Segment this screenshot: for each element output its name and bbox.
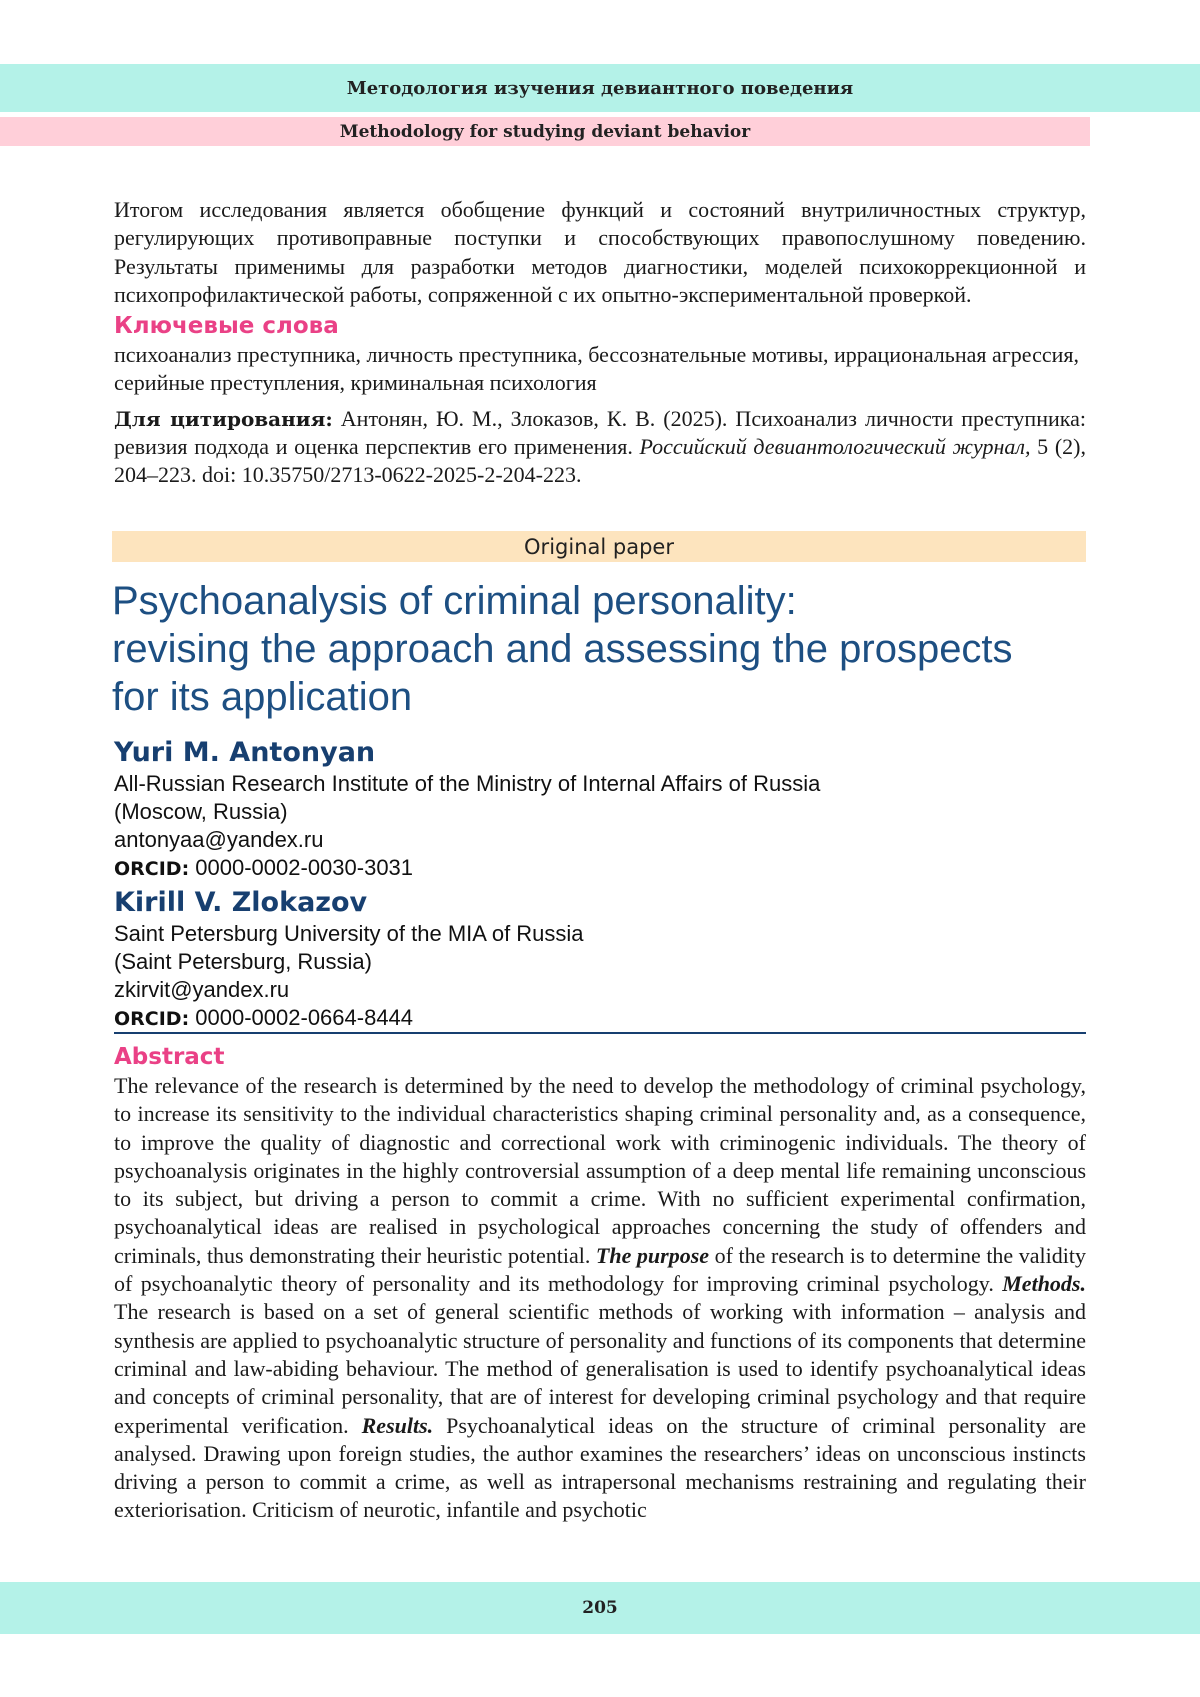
title-line-2: revising the approach and assessing the prospects bbox=[112, 627, 1013, 671]
citation-label: Для цитирования: bbox=[114, 406, 333, 431]
keywords-heading: Ключевые слова bbox=[114, 313, 339, 340]
methods-label: Methods. bbox=[1002, 1271, 1086, 1297]
page-number: 205 bbox=[582, 1598, 618, 1618]
title-line-1: Psychoanalysis of criminal personality: bbox=[112, 579, 797, 623]
author-orcid[interactable] bbox=[114, 854, 1086, 883]
keywords-list: психоанализ преступника, личность преступника, бессознательные мотивы, иррациональная агрессия, серийные преступления, криминальная психология bbox=[114, 342, 1080, 396]
author-orcid[interactable] bbox=[114, 1004, 1086, 1033]
page-footer bbox=[0, 1582, 1200, 1634]
abstract-section bbox=[114, 1042, 1086, 1525]
orcid-label: ORCID: bbox=[114, 858, 190, 880]
author-name: Kirill V. Zlokazov bbox=[114, 887, 368, 918]
abstract-part-3: The research is based on a set of general scientific methods of working with information – analysis and synthesis are applied to psychoanalytic structure of personality and functions of its components that determine criminal and law-abiding behaviour. The method of generalisation is used to identify psychoanalytical ideas and concepts of criminal personality, that are of interest for developing criminal psychology and that require experimental verification. bbox=[114, 1299, 1086, 1438]
journal-section-en: Methodology for studying deviant behavior bbox=[339, 121, 751, 142]
paper-type: Original paper bbox=[524, 534, 674, 559]
author-name: Yuri M. Antonyan bbox=[114, 737, 376, 768]
author-block-2 bbox=[114, 886, 1086, 1033]
abstract-text bbox=[114, 1072, 1086, 1525]
author-divider bbox=[114, 1032, 1086, 1034]
author-block-1 bbox=[114, 736, 1086, 883]
journal-section-ru: Методология изучения девиантного поведения bbox=[346, 77, 854, 99]
abstract-heading: Abstract bbox=[114, 1044, 225, 1070]
journal-section-band-en bbox=[0, 117, 1090, 146]
abstract-part-4: Psychoanalytical ideas on the structure of criminal personality are analysed. Drawing upon foreign studies, the author examines the researchers’ ideas on unconscious instincts driving a person to commit a crime, as well as intrapersonal mechanisms restraining and regulating their exteriorisation. Criticism of neurotic, infantile and psychotic bbox=[114, 1412, 1087, 1523]
paper-type-band bbox=[112, 531, 1086, 562]
title-line-3: for its application bbox=[112, 675, 413, 719]
author-location: (Saint Petersburg, Russia) bbox=[114, 949, 372, 974]
author-affiliation: All-Russian Research Institute of the Ministry of Internal Affairs of Russia bbox=[114, 771, 821, 796]
orcid-id: 0000-0002-0664-8444 bbox=[189, 1005, 414, 1030]
orcid-id: 0000-0002-0030-3031 bbox=[189, 855, 414, 880]
abstract-part-1: The relevance of the research is determined by the need to develop the methodology of criminal psychology, to increase its sensitivity to the individual characteristics shaping criminal personality and, as a consequence, to improve the quality of diagnostic and correctional work with criminogenic individuals. The theory of psychoanalysis originates in the highly controversial assumption of a deep mental life remaining unconscious to its subject, but driving a person to commit a crime. With no sufficient experimental confirmation, psychoanalytical ideas are realised in psychological approaches concerning the study of offenders and criminals, thus demonstrating their heuristic potential. bbox=[114, 1073, 1086, 1268]
purpose-label: The purpose bbox=[595, 1242, 710, 1268]
author-location: (Moscow, Russia) bbox=[114, 799, 288, 824]
results-label: Results. bbox=[361, 1412, 434, 1438]
citation-text: Антонян, Ю. М., Злоказов, К. В. (2025). Психоанализ личности преступника: ревизия подхода и оценка перспектив его применения. bbox=[114, 405, 1086, 460]
citation-tail: 5 (2), 204–223. doi: 10.35750/2713-0622-2025-2-204-223. bbox=[114, 434, 1087, 488]
orcid-label: ORCID: bbox=[114, 1008, 190, 1030]
russian-abstract-conclusion: Итогом исследования является обобщение функций и состояний внутриличностных структур, регулирующих противоправные поступки и способствующих правопослушному поведению. Результаты применимы для разработки методов диагностики, моделей психокоррекционной и психопрофилактической работы, сопряженной с их опытно-экспериментальной проверкой. bbox=[114, 197, 1086, 307]
author-email[interactable]: antonyaa@yandex.ru bbox=[114, 827, 324, 852]
journal-section-band-ru bbox=[0, 64, 1200, 112]
citation-journal: Российский девиантологический журнал, bbox=[639, 434, 1031, 460]
russian-summary bbox=[114, 196, 1086, 490]
citation bbox=[114, 405, 1086, 490]
article-title bbox=[112, 577, 1102, 721]
author-affiliation: Saint Petersburg University of the MIA of Russia bbox=[114, 921, 584, 946]
abstract-part-2: of the research is to determine the validity of psychoanalytic theory of personality and its methodology for improving criminal psychology. bbox=[114, 1242, 1086, 1297]
author-email[interactable]: zkirvit@yandex.ru bbox=[114, 977, 290, 1002]
